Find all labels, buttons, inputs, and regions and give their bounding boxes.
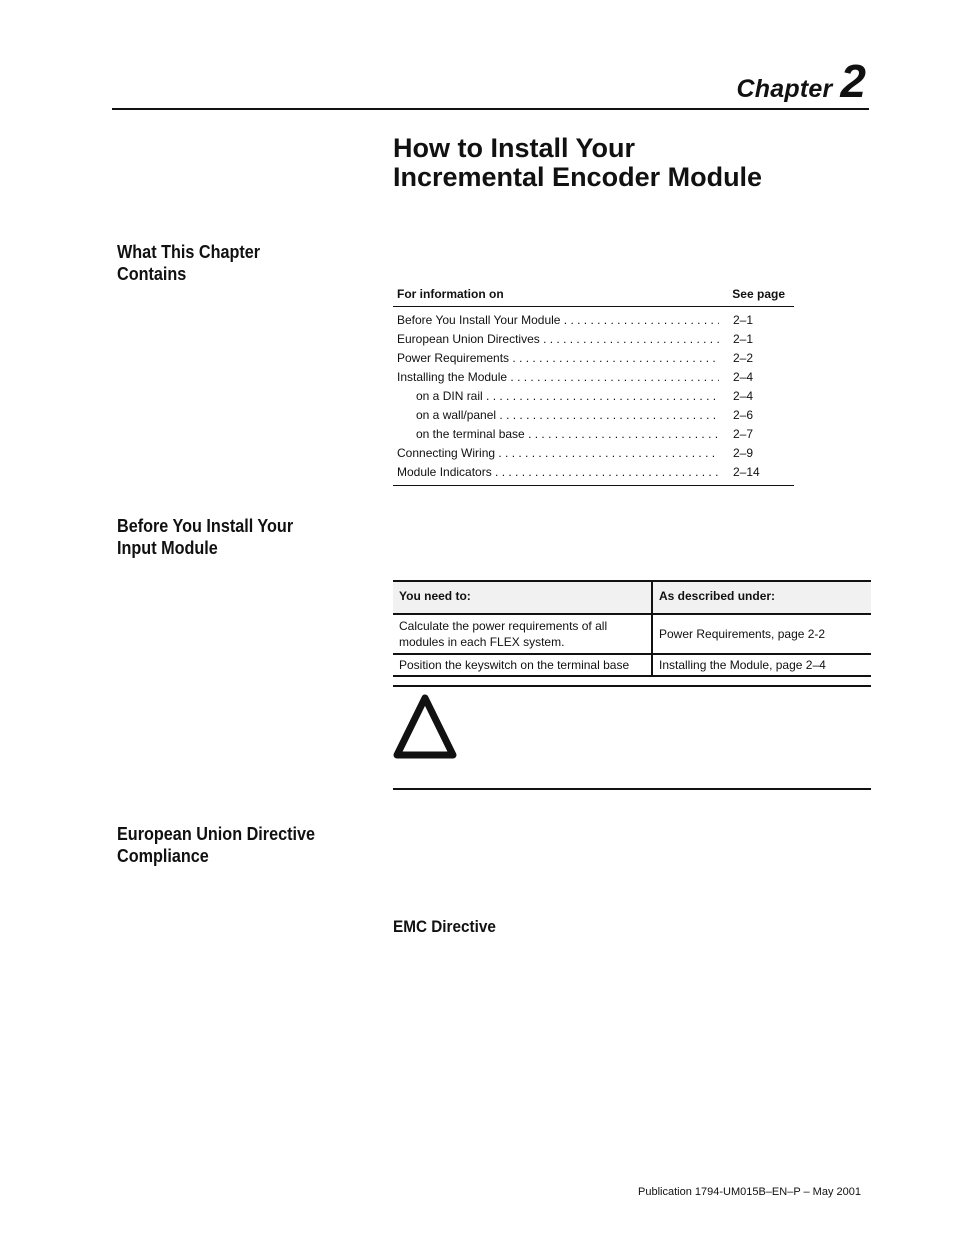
table-row: Connecting Wiring . . . 2–9 xyxy=(393,444,794,463)
requirements-table xyxy=(393,580,871,677)
page-title-line-1: How to Install Your xyxy=(393,133,636,163)
section-heading-eu-directive: European Union Directive Compliance xyxy=(117,824,316,866)
table-row: on a wall/panel . . . 2–6 xyxy=(393,406,794,425)
contents-table-body xyxy=(393,307,794,486)
chapter-heading xyxy=(736,55,866,107)
subsection-heading-emc: EMC Directive xyxy=(393,917,496,936)
chapter-rule xyxy=(112,108,869,110)
requirements-table-header xyxy=(393,582,871,613)
chapter-label: Chapter xyxy=(736,75,833,103)
requirements-header-task: You need to: xyxy=(393,582,653,613)
contents-table-header xyxy=(393,285,794,307)
section-heading-before-install: Before You Install Your Input Module xyxy=(117,516,294,558)
publication-footer: Publication 1794-UM015B–EN–P – May 2001 xyxy=(638,1186,861,1198)
table-row: European Union Directives . . . 2–1 xyxy=(393,330,794,349)
page-title-line-2: Incremental Encoder Module xyxy=(393,162,763,192)
warning-rule-bottom xyxy=(393,788,871,790)
contents-table xyxy=(393,285,794,486)
page-title xyxy=(393,134,913,192)
requirement-reference: Power Requirements, page 2-2 xyxy=(659,627,826,641)
table-row xyxy=(393,653,871,675)
table-row: on the terminal base . . . 2–7 xyxy=(393,425,794,444)
table-row xyxy=(393,613,871,653)
chapter-number: 2 xyxy=(840,55,866,107)
table-row: Installing the Module . . . 2–4 xyxy=(393,368,794,387)
table-row: Module Indicators . . . 2–14 xyxy=(393,463,794,482)
requirements-header-reference: As described under: xyxy=(659,589,776,603)
warning-triangle-icon xyxy=(392,692,458,760)
requirement-task: Position the keyswitch on the terminal base xyxy=(393,655,653,675)
contents-header-page: See page xyxy=(732,287,785,301)
requirement-task: Calculate the power requirements of all modules in each FLEX system. xyxy=(393,615,653,653)
section-heading-what-this-chapter: What This Chapter Contains xyxy=(117,242,261,284)
requirement-reference: Installing the Module, page 2–4 xyxy=(659,658,826,672)
table-row: Before You Install Your Module . . . 2–1 xyxy=(393,311,794,330)
table-row: Power Requirements . . . 2–2 xyxy=(393,349,794,368)
contents-header-topic: For information on xyxy=(397,287,504,301)
table-row: on a DIN rail . . . 2–4 xyxy=(393,387,794,406)
warning-rule-top xyxy=(393,685,871,687)
